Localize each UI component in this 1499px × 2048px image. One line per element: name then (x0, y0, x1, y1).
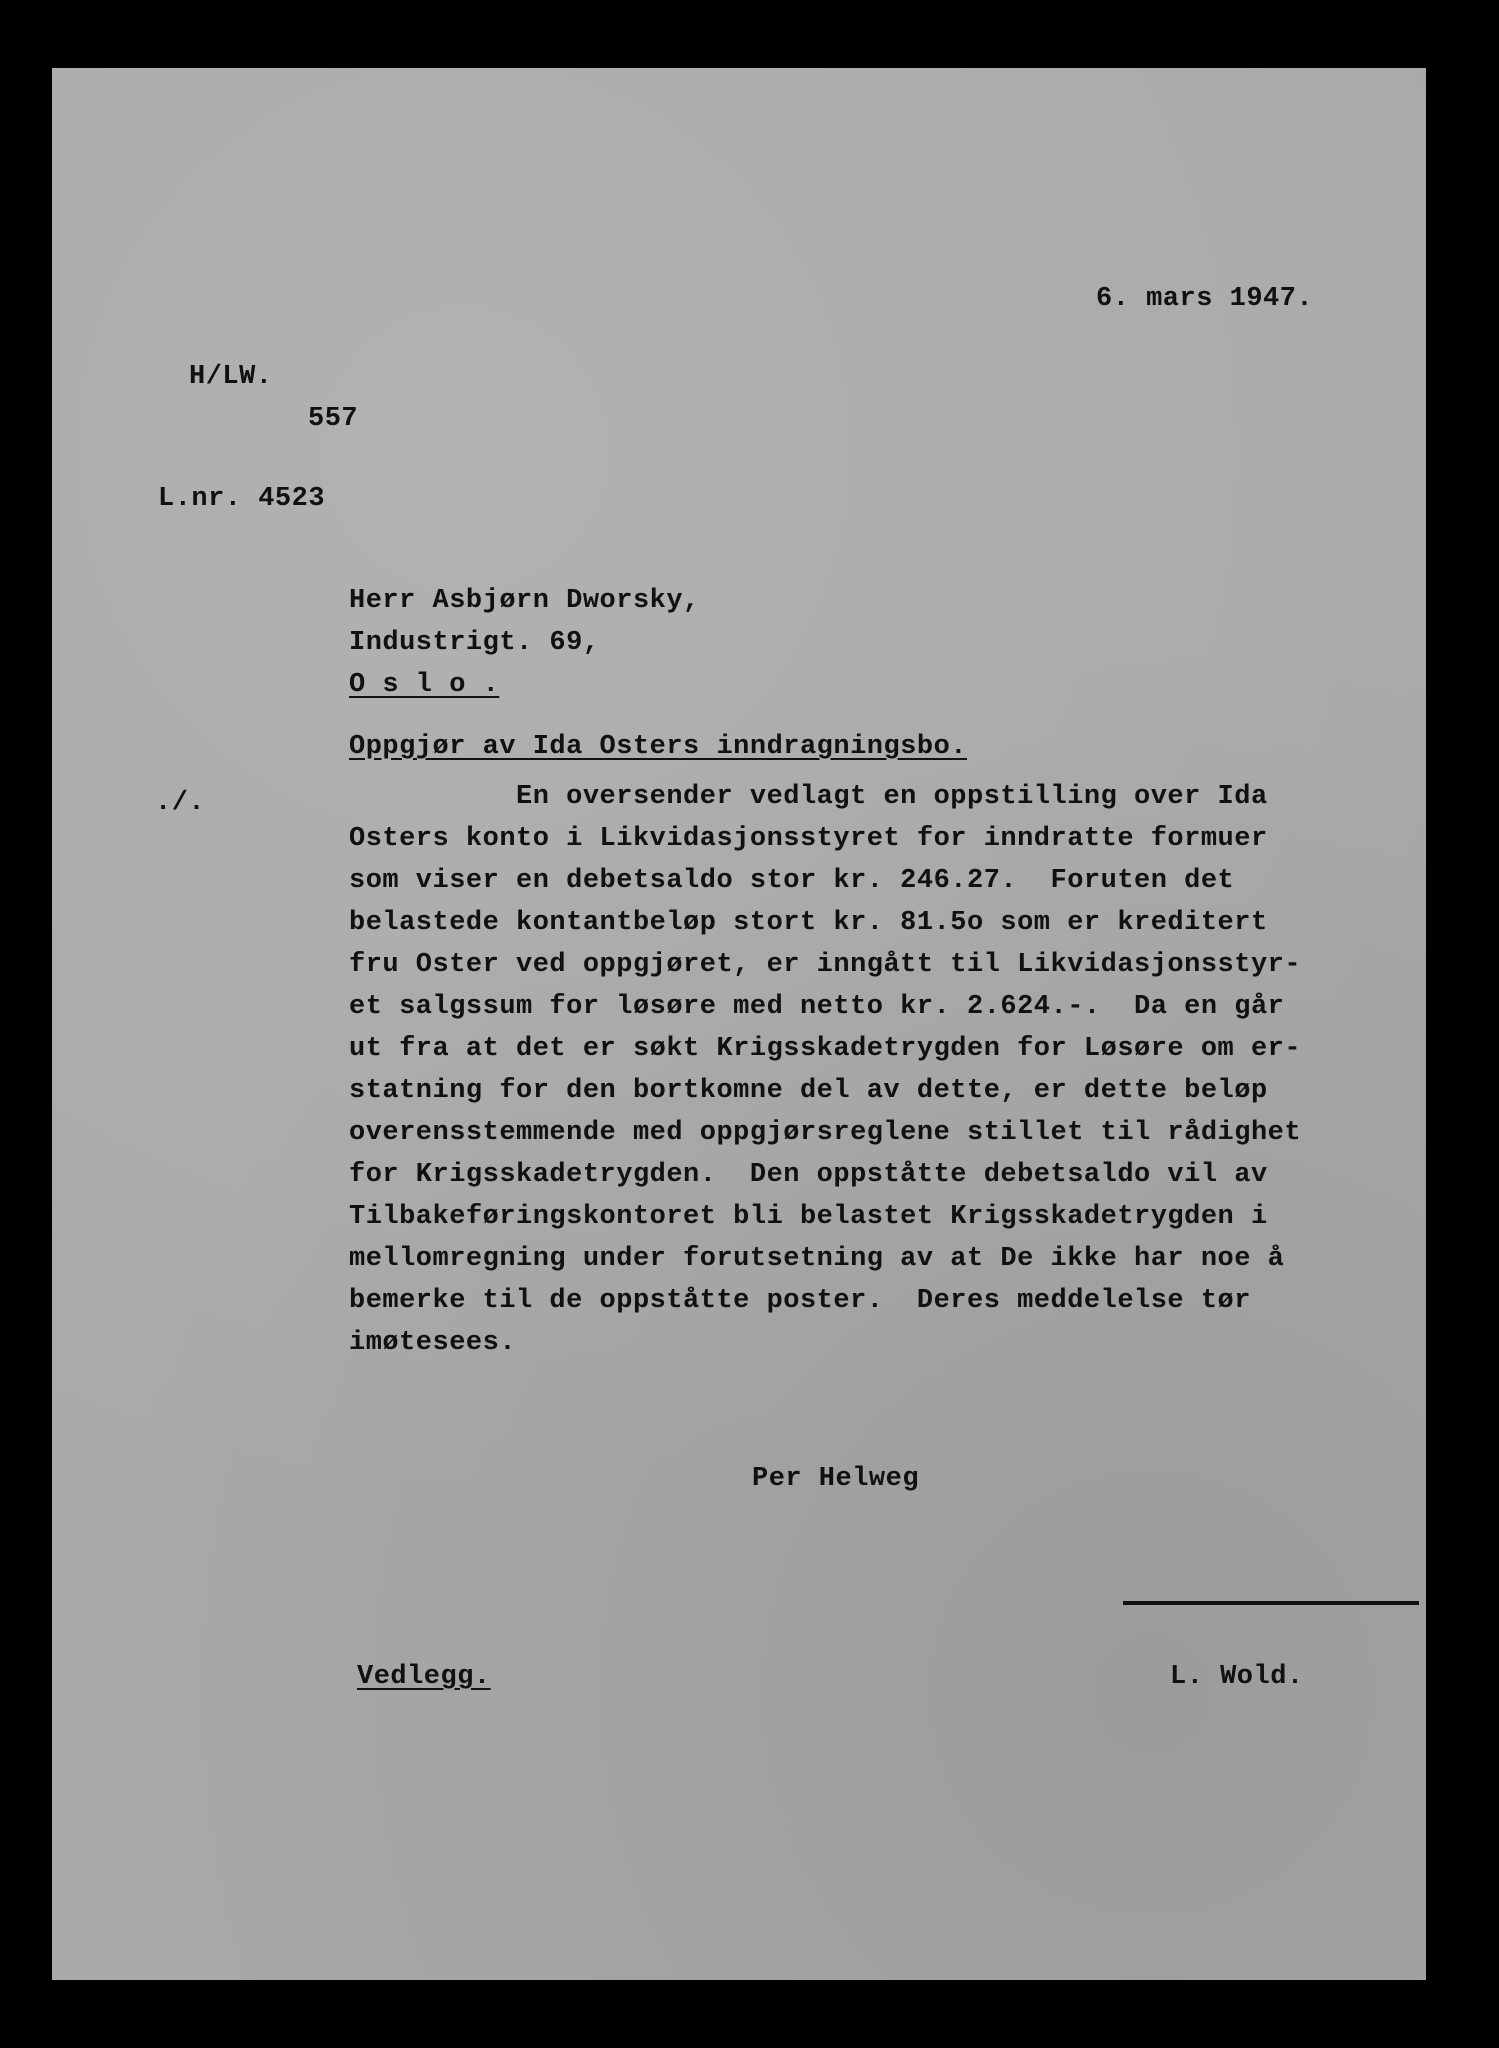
reference-number: 557 (308, 404, 359, 434)
body-line: statning for den bortkomne del av dette, er dette beløp (349, 1076, 1268, 1106)
letter-page (52, 68, 1426, 1980)
body-line: ut fra at det er søkt Krigsskadetrygden for Løsøre om er- (349, 1034, 1302, 1064)
body-line: belastede kontantbeløp stort kr. 81.5o som er kreditert (349, 908, 1268, 938)
letter-subject: Oppgjør av Ida Osters inndragningsbo. (349, 732, 967, 762)
reference-initials: H/LW. (189, 362, 273, 392)
body-line: En oversender vedlagt en oppstilling over Ida (349, 782, 1268, 812)
letter-number: L.nr. 4523 (158, 484, 326, 514)
body-line: fru Oster ved oppgjøret, er inngått til Likvidasjonsstyr- (349, 950, 1302, 980)
body-line: for Krigsskadetrygden. Den oppståtte debetsaldo vil av (349, 1160, 1268, 1190)
body-line: overensstemmende med oppgjørsreglene stillet til rådighet (349, 1118, 1302, 1148)
body-line: imøtesees. (349, 1328, 517, 1358)
body-line: som viser en debetsaldo stor kr. 246.27. Foruten det (349, 866, 1235, 896)
body-line: Osters konto i Likvidasjonsstyret for inndratte formuer (349, 824, 1268, 854)
letter-date: 6. mars 1947. (1096, 284, 1314, 314)
letter-body (349, 782, 1349, 1370)
recipient-city: O s l o . (349, 670, 500, 700)
recipient-street: Industrigt. 69, (349, 628, 600, 658)
recipient-name: Herr Asbjørn Dworsky, (349, 586, 700, 616)
enclosure-label: Vedlegg. (357, 1662, 491, 1692)
clerk-name: L. Wold. (1170, 1662, 1304, 1692)
body-line: Tilbakeføringskontoret bli belastet Krigsskadetrygden i (349, 1202, 1268, 1232)
body-line: mellomregning under forutsetning av at De ikke har noe å (349, 1244, 1285, 1274)
body-line: et salgssum for løsøre med netto kr. 2.624.-. Da en går (349, 992, 1285, 1022)
body-line: bemerke til de oppståtte poster. Deres meddelelse tør (349, 1286, 1251, 1316)
enclosure-mark: ./. (155, 788, 206, 818)
signature-line (1123, 1601, 1419, 1605)
signatory-name: Per Helweg (752, 1464, 920, 1494)
